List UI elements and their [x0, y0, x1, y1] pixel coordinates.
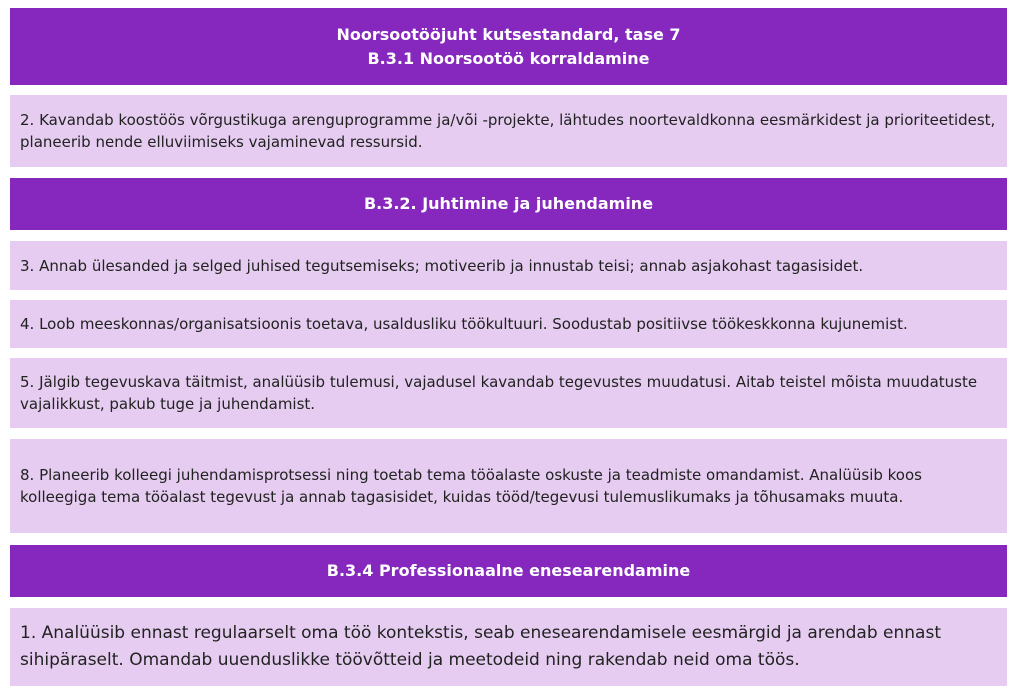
- competence-item-b32-3: [10, 241, 1007, 290]
- competence-item-b32-8: [10, 439, 1007, 533]
- section-title-b32: B.3.2. Juhtimine ja juhendamine: [363, 194, 654, 213]
- competence-text: 1. Analüüsib ennast regulaarselt oma töö kontekstis, seab enesearendamisele eesmärgid ja arendab ennast sihipäraselt. Omandab uuenduslikke töövõtteid ja meetodeid ning rakendab neid oma töös.: [20, 623, 941, 670]
- competence-item-b32-5: [10, 358, 1007, 428]
- section-header-b32: [10, 178, 1007, 230]
- competence-text: 8. Planeerib kolleegi juhendamisprotsessi ning toetab tema tööalaste oskuste ja teadmiste omandamist. Analüüsib koos kolleegiga tema tööalast tegevust ja annab tagasisidet, kuidas tööd/tegevusi tulemuslikumaks ja tõhusamaks muuta.: [20, 466, 922, 506]
- section-header-standard: [10, 8, 1007, 85]
- section-title-b34: B.3.4 Professionaalne enesearendamine: [326, 561, 691, 580]
- standard-title: Noorsootööjuht kutsestandard, tase 7: [336, 24, 681, 44]
- competence-item-b32-4: [10, 300, 1007, 348]
- competence-text: 4. Loob meeskonnas/organisatsioonis toetava, usaldusliku töökultuuri. Soodustab positiivse töökeskkonna kujunemist.: [20, 315, 908, 333]
- section-header-b34: [10, 545, 1007, 597]
- competence-item-b34-1: [10, 608, 1007, 686]
- section-title-b31: B.3.1 Noorsootöö korraldamine: [367, 48, 650, 68]
- competence-item-b31-2: [10, 95, 1007, 167]
- competence-text: 2. Kavandab koostöös võrgustikuga arenguprogramme ja/või -projekte, lähtudes noortevaldkonna eesmärkidest ja prioriteetidest, planeerib nende elluviimiseks vajaminevad ressursid.: [20, 111, 996, 151]
- competence-text: 3. Annab ülesanded ja selged juhised tegutsemiseks; motiveerib ja innustab teisi; annab asjakohast tagasisidet.: [20, 256, 864, 275]
- competence-text: 5. Jälgib tegevuskava täitmist, analüüsib tulemusi, vajadusel kavandab tegevustes muudatusi. Aitab teistel mõista muudatuste vajalikkust, pakub tuge ja juhendamist.: [20, 373, 978, 413]
